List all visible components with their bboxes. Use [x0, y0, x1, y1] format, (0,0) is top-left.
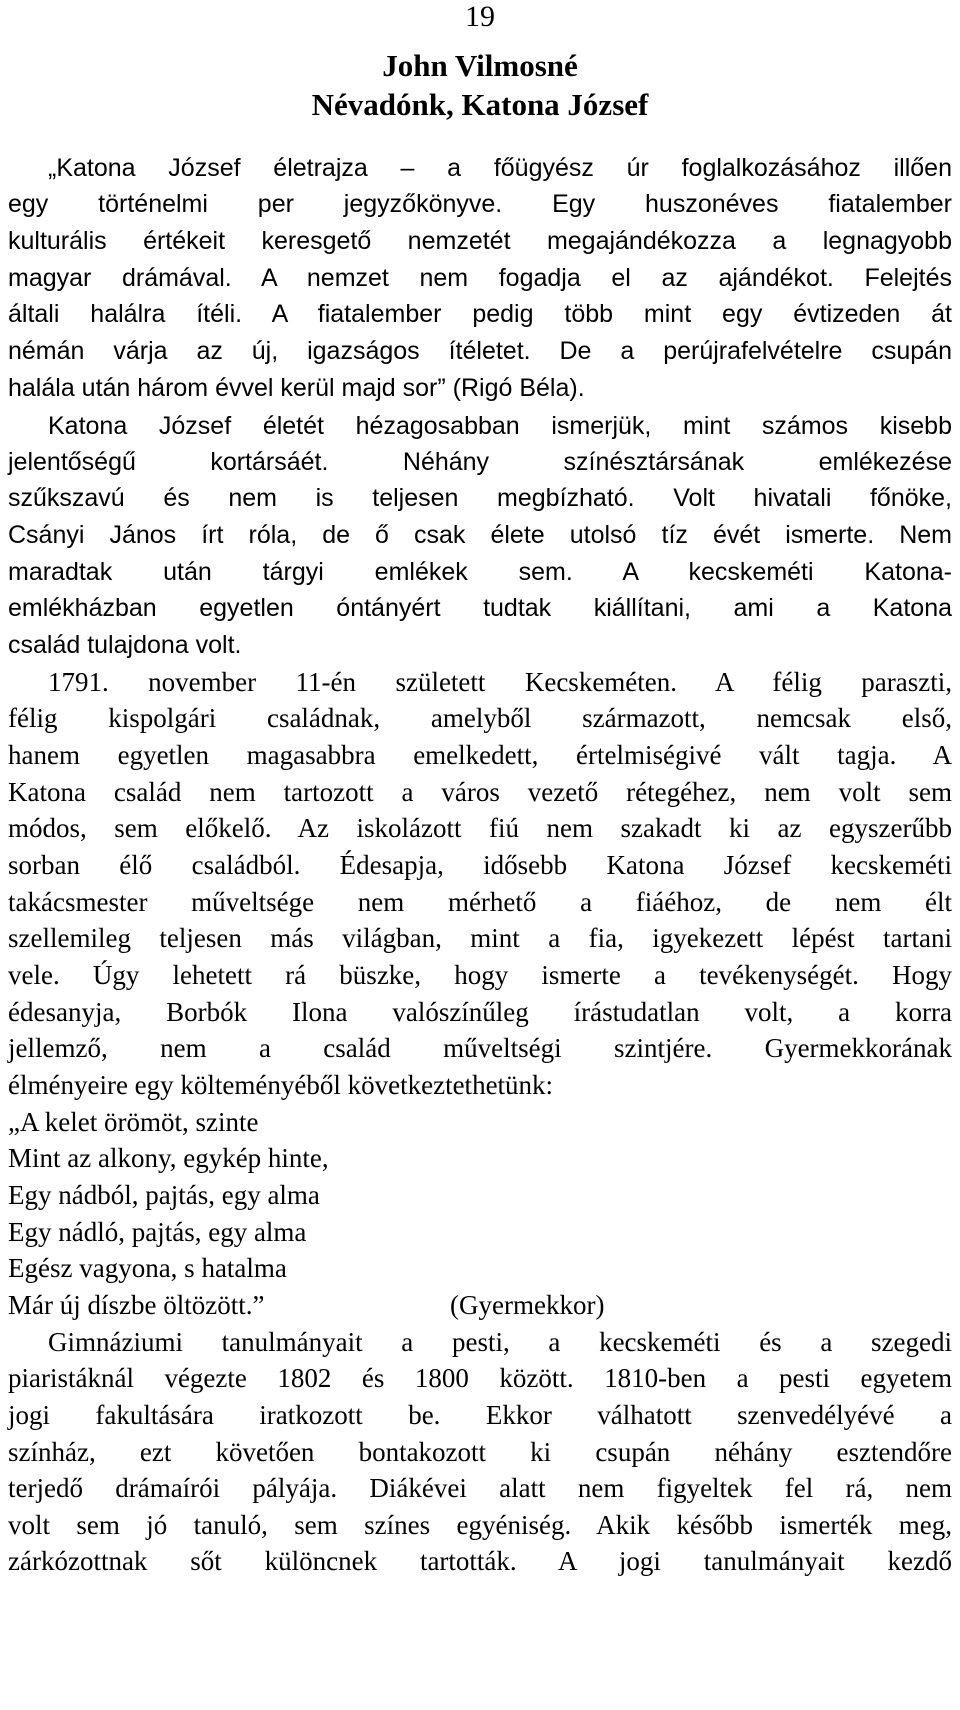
- text-line: [8, 372, 952, 404]
- text-line: [8, 739, 952, 771]
- text-line-content: Egy nádló, pajtás, egy alma: [8, 1217, 307, 1247]
- text-line: [8, 996, 952, 1028]
- text-line: [8, 1142, 952, 1174]
- text-line-content: emlékházban egyetlen óntányért tudtak kiállítani, ami a Katona: [8, 594, 952, 622]
- text-line-content: jelentőségű kortársáét. Néhány színésztársának emlékezése: [8, 448, 952, 476]
- text-line: [8, 188, 952, 220]
- text-line: [8, 629, 952, 661]
- text-line-content: félig kispolgári családnak, amelyből származott, nemcsak első,: [8, 703, 952, 733]
- text-line: [8, 482, 952, 514]
- text-line: [8, 262, 952, 294]
- text-line: [8, 1326, 952, 1358]
- text-line-content: Gimnáziumi tanulmányait a pesti, a kecskeméti és a szegedi: [48, 1327, 952, 1357]
- text-line: [8, 1362, 952, 1394]
- text-line-content: volt sem jó tanuló, sem színes egyéniség. Akik később ismerték meg,: [8, 1510, 952, 1540]
- text-line: [8, 702, 952, 734]
- author-title: John Vilmosné: [382, 48, 578, 83]
- text-line-content: Egész vagyona, s hatalma: [8, 1253, 287, 1283]
- text-line: [8, 1032, 952, 1064]
- text-line-content: halála után három évvel kerül majd sor” (Rigó Béla).: [8, 374, 585, 402]
- text-line-content: zárkózottnak sőt különcnek tartották. A jogi tanulmányait kezdő: [8, 1546, 952, 1576]
- text-line-content: szellemileg teljesen más világban, mint a fia, igyekezett lépést tartani: [8, 923, 952, 953]
- text-line-content: sorban élő családból. Édesapja, idősebb Katona József kecskeméti: [8, 850, 952, 880]
- text-line: [8, 335, 952, 367]
- text-line-content: jogi fakultására iratkozott be. Ekkor válhatott szenvedélyévé a: [8, 1400, 952, 1430]
- text-line: [8, 592, 952, 624]
- text-line-content: takácsmester műveltsége nem mérhető a fiáéhoz, de nem élt: [8, 887, 952, 917]
- text-line-content: „A kelet örömöt, szinte: [8, 1107, 259, 1137]
- text-line: [8, 1436, 952, 1468]
- text-line: [8, 519, 952, 551]
- text-line-content: hanem egyetlen magasabbra emelkedett, értelmiségivé vált tagja. A: [8, 740, 952, 770]
- text-line: [8, 886, 952, 918]
- text-line-content: „Katona József életrajza – a főügyész úr foglalkozásához illően: [48, 154, 952, 182]
- text-line-content: jellemző, nem a család műveltségi szintjére. Gyermekkorának: [8, 1033, 952, 1063]
- text-line-content: Mint az alkony, egykép hinte,: [8, 1143, 329, 1173]
- text-line-content: édesanyja, Borbók Ilona valószínűleg írástudatlan volt, a korra: [8, 997, 952, 1027]
- text-line: [8, 776, 952, 808]
- text-line: [8, 1472, 952, 1504]
- text-line-content: Egy nádból, pajtás, egy alma: [8, 1180, 320, 1210]
- text-line-content: Katona család nem tartozott a város vezető rétegéhez, nem volt sem: [8, 777, 952, 807]
- text-line-content: kulturális értékeit keresgető nemzetét megajándékozza a legnagyobb: [8, 227, 952, 255]
- text-line-content: élményeire egy költeményéből következtethetünk:: [8, 1070, 554, 1100]
- text-line-content: szűkszavú és nem is teljesen megbízható. Volt hivatali főnöke,: [8, 484, 952, 512]
- text-line: [8, 1216, 952, 1248]
- text-line: [8, 225, 952, 257]
- text-line: [8, 922, 952, 954]
- text-line: [8, 1069, 952, 1101]
- text-line-content: módos, sem előkelő. Az iskolázott fiú nem szakadt ki az egyszerűbb: [8, 813, 952, 843]
- text-line-content: Katona József életét hézagosabban ismerjük, mint számos kisebb: [48, 412, 952, 440]
- text-line-content: általi halálra ítéli. A fiatalember pedig több mint egy évtizeden át: [8, 300, 952, 328]
- text-line-content: maradtak után tárgyi emlékek sem. A kecskeméti Katona-: [8, 558, 952, 586]
- text-line: [8, 152, 952, 184]
- text-line-content: család tulajdona volt.: [8, 631, 242, 659]
- text-line: [8, 959, 952, 991]
- text-line: [8, 1289, 952, 1321]
- text-line: [8, 666, 952, 698]
- text-line: [8, 298, 952, 330]
- text-line-content: Csányi János írt róla, de ő csak élete utolsó tíz évét ismerte. Nem: [8, 521, 952, 549]
- text-line-content: piaristáknál végezte 1802 és 1800 között. 1810-ben a pesti egyetem: [8, 1363, 952, 1393]
- text-line-content: egy történelmi per jegyzőkönyve. Egy huszonéves fiatalember: [8, 190, 952, 218]
- text-line: [8, 446, 952, 478]
- text-line-content: magyar drámával. A nemzet nem fogadja el az ajándékot. Felejtés: [8, 264, 952, 292]
- text-line: [8, 1252, 952, 1284]
- text-line: [8, 410, 952, 442]
- text-line-content: vele. Úgy lehetett rá büszke, hogy ismerte a tevékenységét. Hogy: [8, 960, 952, 990]
- text-line: [8, 556, 952, 588]
- text-line-content: terjedő drámaírói pályája. Diákévei alatt nem figyeltek fel rá, nem: [8, 1473, 952, 1503]
- poem-source: (Gyermekkor): [450, 1290, 605, 1320]
- text-line-content: 1791. november 11-én született Kecskeméten. A félig paraszti,: [48, 667, 952, 697]
- text-line: [8, 1545, 952, 1577]
- text-line: [8, 1509, 952, 1541]
- text-line: [8, 812, 952, 844]
- text-line: [8, 1106, 952, 1138]
- text-line: [8, 849, 952, 881]
- text-line-content: némán várja az új, igazságos ítéletet. De a perújrafelvételre csupán: [8, 337, 952, 365]
- text-line-content: Már új díszbe öltözött.”: [8, 1290, 265, 1320]
- article-title: Névadónk, Katona József: [311, 87, 649, 122]
- page-number: 19: [465, 0, 495, 33]
- text-line: [8, 1179, 952, 1211]
- text-line: [8, 1399, 952, 1431]
- text-line-content: színház, ezt követően bontakozott ki csupán néhány esztendőre: [8, 1437, 952, 1467]
